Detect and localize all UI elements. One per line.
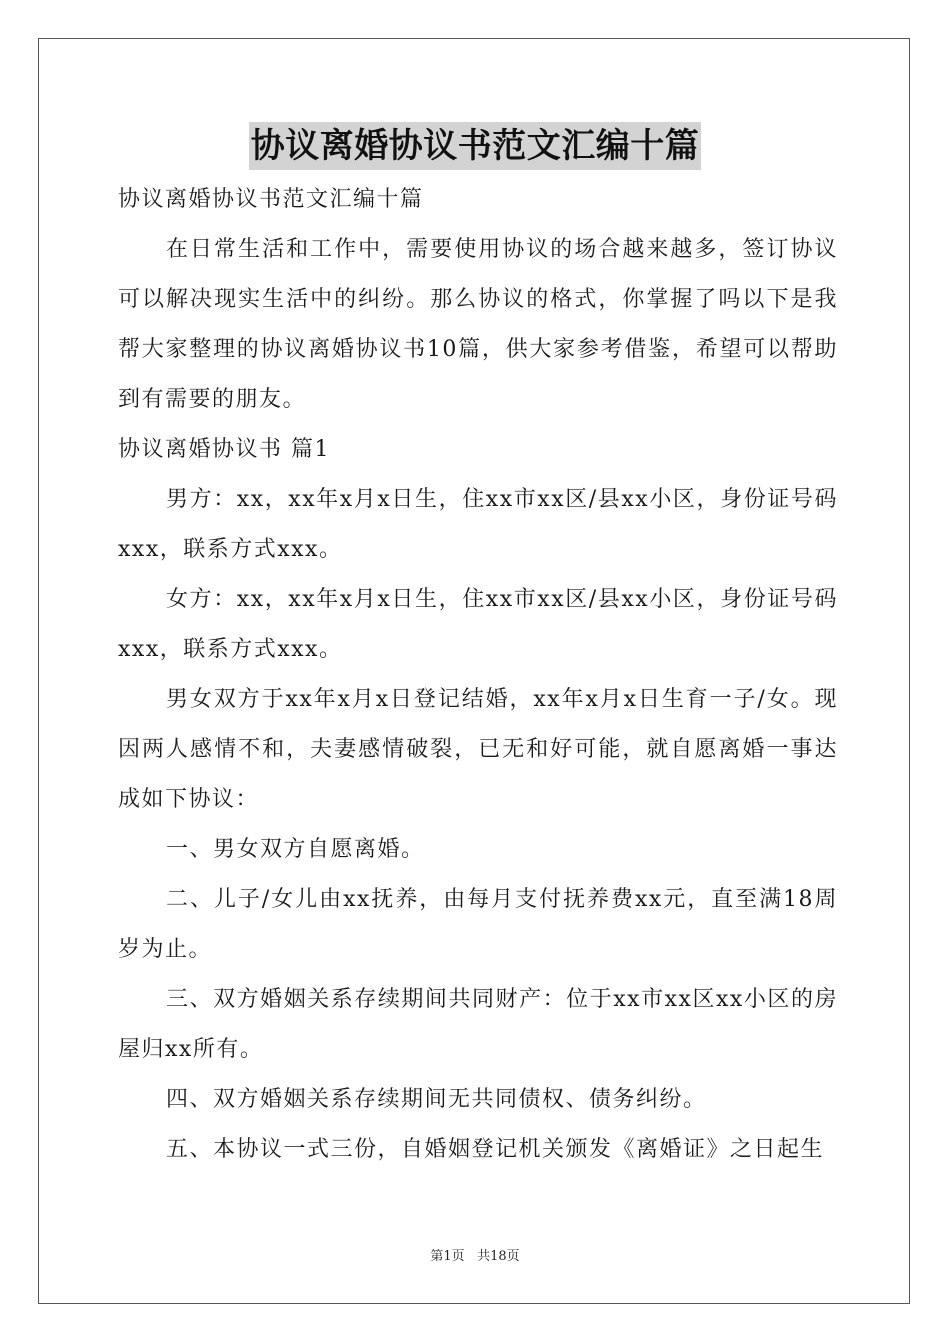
paragraph: 男女双方于xx年x月x日登记结婚，xx年x月x日生育一子/女。现因两人感情不和，夫妻感情破裂，已无和好可能，就自愿离婚一事达成如下协议： [118,687,838,812]
section-heading: 协议离婚协议书 篇1 [118,437,330,462]
paragraph: 四、双方婚姻关系存续期间无共同债权、债务纠纷。 [166,1087,707,1112]
document-body [118,175,838,1175]
paragraph: 一、男女双方自愿离婚。 [166,837,425,862]
page-total: 共18页 [477,1249,520,1264]
paragraph: 二、儿子/女儿由xx抚养，由每月支付抚养费xx元，直至满18周岁为止。 [118,887,838,962]
document-title: 协议离婚协议书范文汇编十篇 [249,122,702,170]
paragraph: 男方：xx，xx年x月x日生，住xx市xx区/县xx小区，身份证号码xxx，联系方式xxx。 [118,487,838,562]
paragraph: 协议离婚协议书范文汇编十篇 [118,187,424,212]
page-footer [0,1245,950,1264]
page-number: 第1页 [430,1249,465,1264]
paragraph: 三、双方婚姻关系存续期间共同财产：位于xx市xx区xx小区的房屋归xx所有。 [118,987,838,1062]
title-container [0,122,950,170]
paragraph: 在日常生活和工作中，需要使用协议的场合越来越多，签订协议可以解决现实生活中的纠纷。那么协议的格式，你掌握了吗以下是我帮大家整理的协议离婚协议书10篇，供大家参考借鉴，希望可以帮助到有需要的朋友。 [118,237,838,412]
paragraph: 女方：xx，xx年x月x日生，住xx市xx区/县xx小区，身份证号码xxx，联系方式xxx。 [118,587,838,662]
paragraph: 五、本协议一式三份，自婚姻登记机关颁发《离婚证》之日起生 [166,1137,825,1162]
